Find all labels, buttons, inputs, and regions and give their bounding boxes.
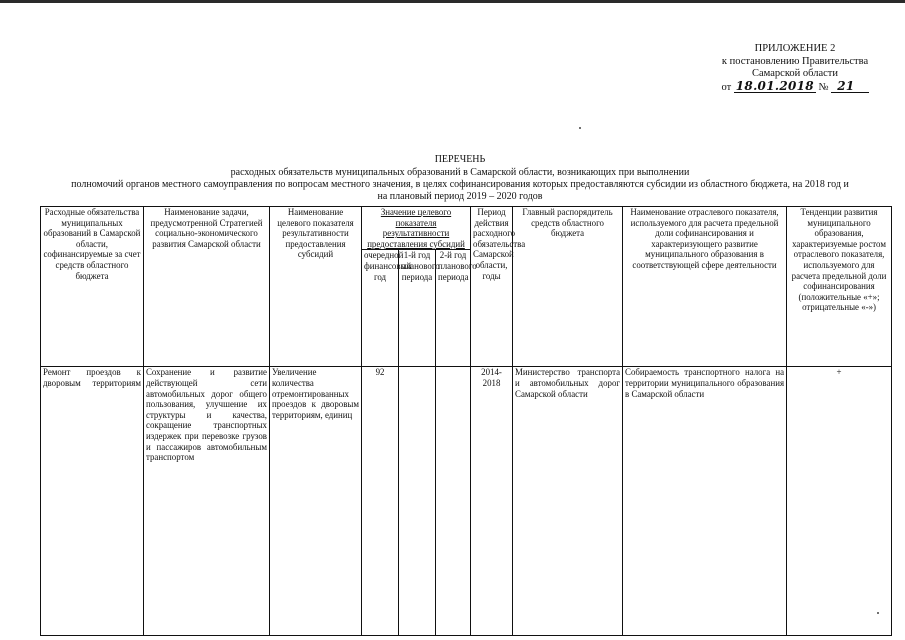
appendix-block xyxy=(700,43,890,94)
title-line-2: полномочий органов местного самоуправления по вопросам местного значения, в целях софинансирования которых предоставляются субсидии из областного бюджета, на 2018 год и на плановый период 2019 – 2020 годов xyxy=(71,179,849,202)
cell-value-year2 xyxy=(436,367,471,636)
scan-speck xyxy=(579,127,581,129)
appendix-decree: к постановлению Правительства xyxy=(721,55,869,67)
title-heading: ПЕРЕЧЕНЬ xyxy=(434,154,486,165)
table-header-row-1 xyxy=(41,207,892,250)
cell-task: Сохранение и развитие действующей сети автомобильных дорог общего пользования, улучшение их структуры и качества, сокращение транспортных издержек при перевозке грузов и пассажиров автомобильным транспортом xyxy=(144,367,270,636)
cell-obligation: Ремонт проездов к дворовым территориям xyxy=(41,367,144,636)
header-plan-year-2: 2-й год планового периода xyxy=(436,250,471,367)
header-manager: Главный распорядитель средств областного бюджета xyxy=(513,207,623,367)
cell-indicator: Увеличение количества отремонтированных проездов к дворовым территориям, единиц xyxy=(270,367,362,636)
cell-value-year1 xyxy=(399,367,436,636)
header-current-year: очередной финансовый год xyxy=(362,250,399,367)
header-indicator: Наименование целевого показателя результативности предоставления субсидий xyxy=(270,207,362,367)
handwritten-number: 21 xyxy=(831,81,868,93)
handwritten-date: 18.01.2018 xyxy=(735,78,814,93)
header-period: Период действия расходного обязательства Самарской области, годы xyxy=(471,207,513,367)
cell-value-current: 92 xyxy=(362,367,399,636)
header-plan-year-1: 1-й год планового периода xyxy=(399,250,436,367)
header-indicator-values: Значение целевого показателя результативности предоставления субсидий xyxy=(362,207,471,250)
header-sector-indicator: Наименование отраслевого показателя, используемого для расчета предельной доли софинансирования и характеризующего развитие муниципального образования в соответствующей сфере деятельности xyxy=(623,207,787,367)
table-row xyxy=(41,367,892,636)
cell-trend: + xyxy=(787,367,892,636)
document-title xyxy=(40,154,880,203)
header-obligations: Расходные обязательства муниципальных образований в Самарской области, софинансируемые за счет средств областного бюджета xyxy=(41,207,144,367)
number-sign: № xyxy=(818,81,829,93)
cell-sector-indicator: Собираемость транспортного налога на территории муниципального образования в Самарской области xyxy=(623,367,787,636)
header-trend: Тенденции развития муниципального образования, характеризуемые ростом отраслевого показателя, используемого для расчета предельной доли софинансирования (положительные «+»; отрицательные «-») xyxy=(787,207,892,367)
appendix-label: ПРИЛОЖЕНИЕ 2 xyxy=(754,43,836,54)
top-border xyxy=(0,0,905,3)
cell-period: 2014-2018 xyxy=(471,367,513,636)
appendix-date-line xyxy=(700,78,890,95)
date-prefix: от xyxy=(721,81,732,93)
cell-manager: Министерство транспорта и автомобильных дорог Самарской области xyxy=(513,367,623,636)
appendix-region: Самарской области xyxy=(752,68,838,79)
header-task: Наименование задачи, предусмотренной Стратегией социально-экономического развития Самарской области xyxy=(144,207,270,367)
subsidy-table xyxy=(40,206,892,636)
scan-speck xyxy=(877,612,879,614)
title-line-1: расходных обязательств муниципальных образований в Самарской области, возникающих при выполнении xyxy=(230,167,690,178)
